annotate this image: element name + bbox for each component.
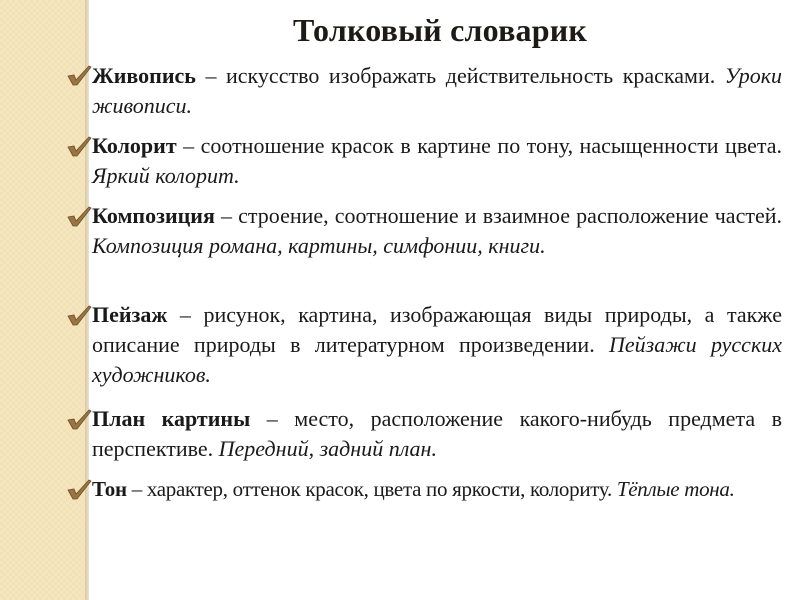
entry-definition: – строение, соотношение и взаимное расположение частей. (214, 203, 782, 228)
dictionary-entry (92, 61, 782, 121)
stripe-edge (85, 0, 89, 600)
entry-example: Уроки живописи. (92, 63, 782, 118)
entry-example: Композиция романа, картины, симфонии, книги. (92, 233, 546, 258)
dictionary-entry (92, 201, 782, 261)
entry-example: Яркий колорит. (92, 163, 240, 188)
entry-term: Тон (92, 477, 127, 501)
entry-example: Пейзажи русских художников. (92, 332, 782, 387)
checkmark-icon (66, 135, 92, 157)
page-title: Толковый словарик (292, 12, 588, 48)
entry-term: Колорит (92, 133, 177, 158)
entry-definition: – соотношение красок в картине по тону, насыщенности цвета. (176, 133, 782, 158)
entry-example: Тёплые тона. (616, 477, 735, 501)
entry-term: План картины (92, 406, 251, 431)
dictionary-entry (92, 474, 782, 504)
dictionary-entry (92, 131, 782, 191)
checkmark-icon (66, 205, 92, 227)
checkmark-icon (66, 64, 92, 86)
entry-term: Композиция (92, 203, 215, 228)
entry-definition: – место, расположение какого-нибудь предмета в перспективе. (92, 406, 782, 461)
entry-term: Пейзаж (92, 302, 168, 327)
entry-term: Живопись (92, 63, 196, 88)
checkmark-icon (66, 408, 92, 430)
entry-example: Передний, задний план. (218, 436, 437, 461)
checkmark-icon (66, 304, 92, 326)
entry-definition: – характер, оттенок красок, цвета по яркости, колориту. (126, 477, 617, 501)
decorative-side-stripe (0, 0, 85, 600)
dictionary-entry (92, 300, 782, 390)
entry-definition: – искусство изображать действительность красками. (195, 63, 725, 88)
entry-definition: – рисунок, картина, изображающая виды природы, а также описание природы в литературном произведении. (92, 302, 782, 357)
checkmark-icon (66, 478, 92, 500)
dictionary-entry (92, 404, 782, 464)
